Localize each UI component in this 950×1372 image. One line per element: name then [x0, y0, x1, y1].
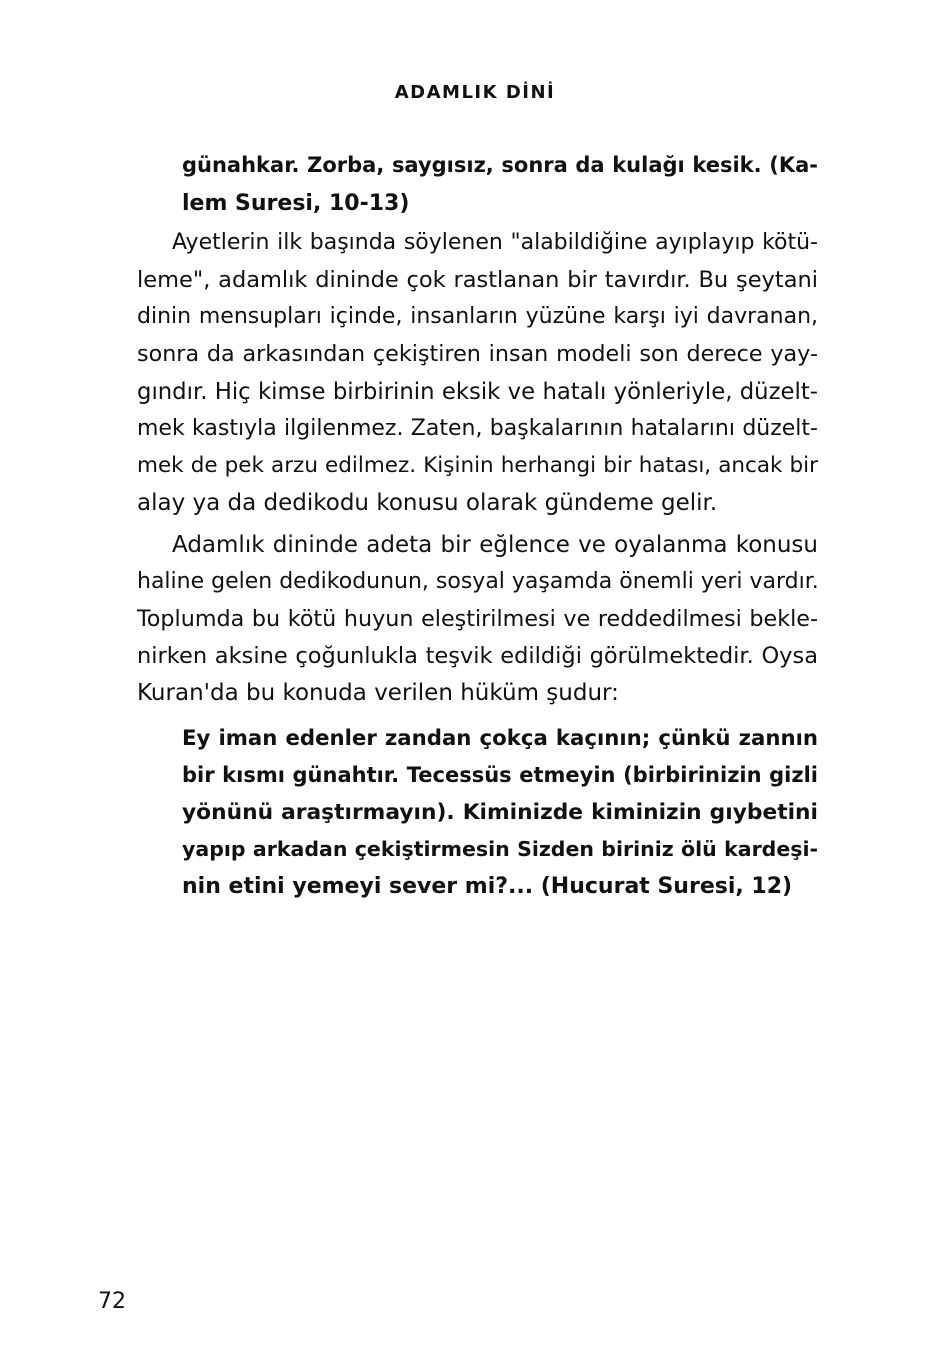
running-head: ADAMLIK DİNİ: [394, 82, 556, 103]
quote-line: bir kısmı günahtır. Tecessüs etmeyin (birbirinizin gizli: [182, 763, 818, 787]
body-line: mek de pek arzu edilmez. Kişinin herhangi bir hatası, ancak bir: [137, 453, 818, 478]
quote-line: nin etini yemeyi sever mi?... (Hucurat Suresi, 12): [182, 874, 793, 899]
quote-line: günahkar. Zorba, saygısız, sonra da kulağı kesik. (Ka-: [182, 153, 818, 177]
body-line: nirken aksine çoğunlukla teşvik edildiği görülmektedir. Oysa: [137, 643, 818, 669]
quote-line: yönünü araştırmayın). Kiminizde kiminizin gıybetini: [182, 800, 818, 825]
body-line: Ayetlerin ilk başında söylenen "alabildiğine ayıplayıp kötü-: [172, 230, 818, 255]
body-line: Adamlık dininde adeta bir eğlence ve oyalanma konusu: [172, 532, 818, 558]
body-line: Kuran'da bu konuda verilen hüküm şudur:: [137, 680, 619, 706]
body-line: sonra da arkasından çekiştiren insan modeli son derece yay-: [137, 341, 818, 367]
body-line: haline gelen dedikodunun, sosyal yaşamda önemli yeri vardır.: [137, 569, 819, 594]
body-line: mek kastıyla ilgilenmez. Zaten, başkalarının hatalarını düzelt-: [137, 416, 818, 441]
body-line: alay ya da dedikodu konusu olarak gündeme gelir.: [137, 490, 718, 516]
quote-line: Ey iman edenler zandan çokça kaçının; çünkü zannın: [182, 726, 818, 751]
body-line: gındır. Hiç kimse birbirinin eksik ve hatalı yönleriyle, düzelt-: [137, 379, 818, 405]
body-line: dinin mensupları içinde, insanların yüzüne karşı iyi davranan,: [137, 304, 818, 329]
body-line: leme", adamlık dininde çok rastlanan bir tavırdır. Bu şeytani: [137, 267, 818, 293]
body-line: Toplumda bu kötü huyun eleştirilmesi ve reddedilmesi bekle-: [137, 606, 818, 632]
quote-line: yapıp arkadan çekiştirmesin Sizden biriniz ölü kardeşi-: [182, 837, 818, 861]
quote-line: lem Suresi, 10-13): [182, 191, 410, 216]
page-number: 72: [98, 1289, 126, 1314]
